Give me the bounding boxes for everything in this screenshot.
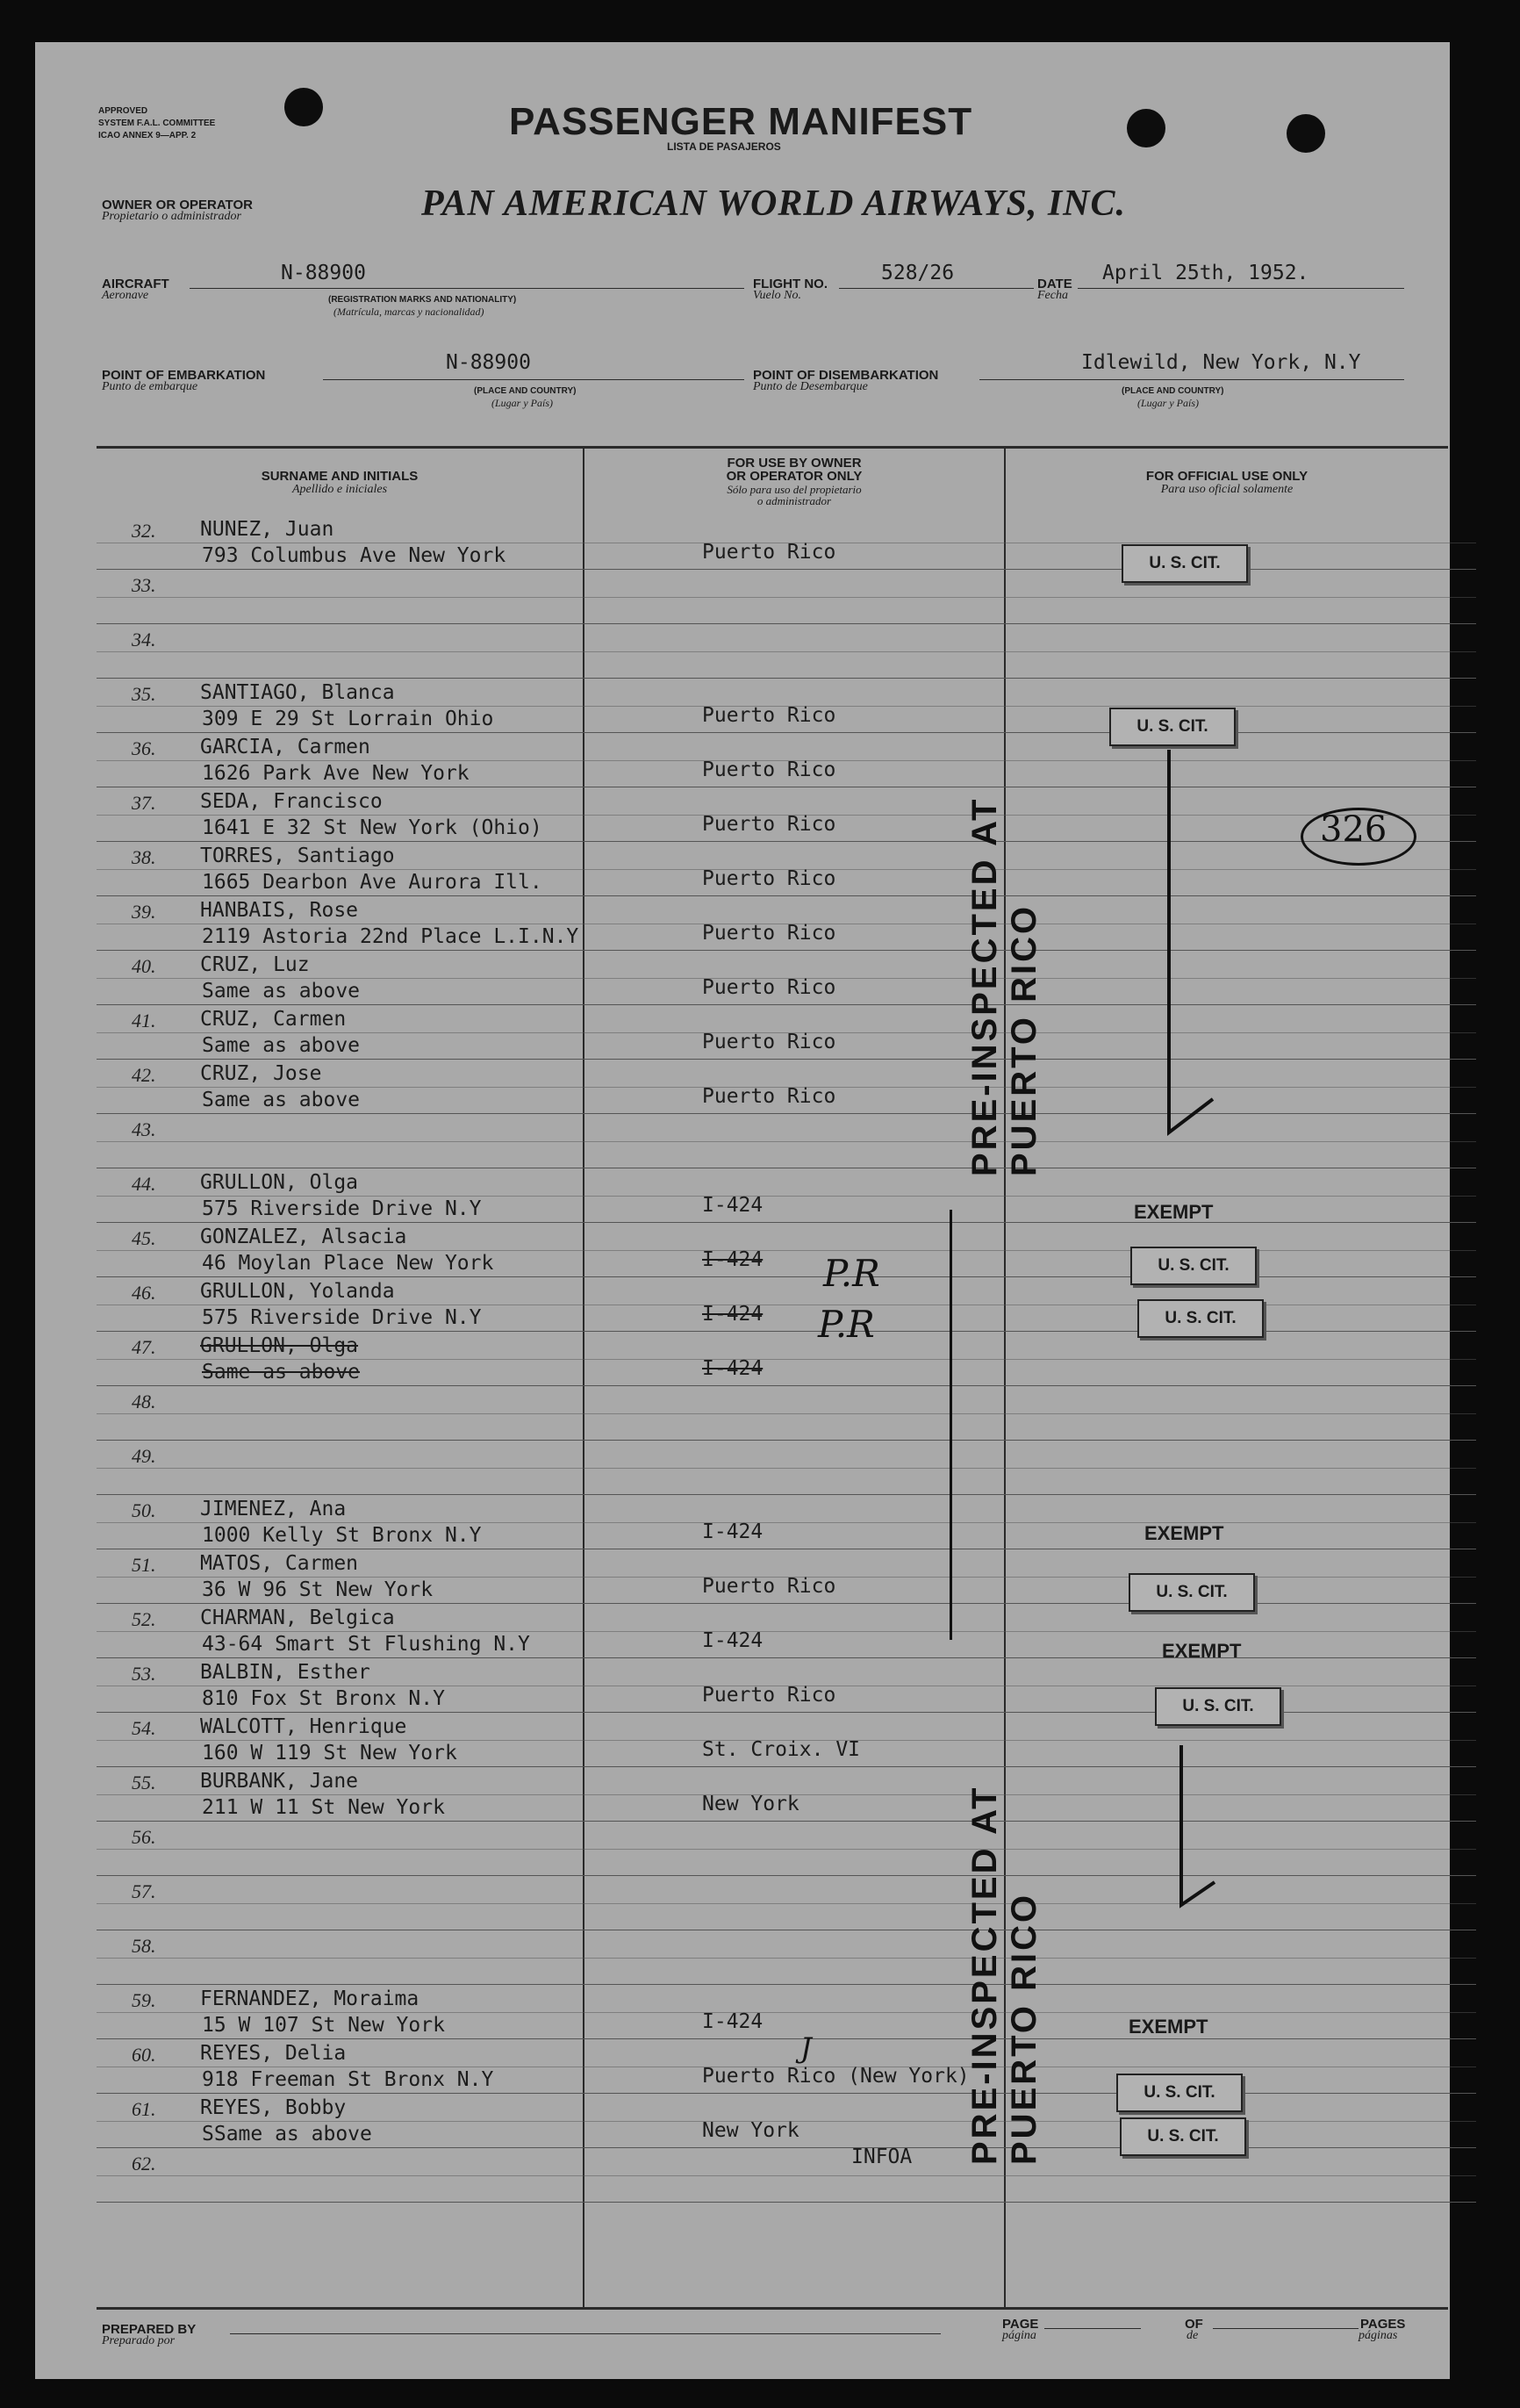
punch-hole	[1287, 114, 1325, 153]
row-rule	[97, 678, 1476, 679]
page-count-handwritten: 326	[1320, 809, 1387, 850]
registration-note: (REGISTRATION MARKS AND NATIONALITY)	[328, 295, 517, 305]
row-rule	[97, 732, 1476, 733]
passenger-name: GARCIA, Carmen	[200, 736, 370, 758]
passenger-address: Same as above	[202, 1361, 361, 1384]
of-sub: de	[1187, 2329, 1199, 2342]
row-number: 49.	[132, 1445, 156, 1467]
operator-use-value: St. Croix. VI	[702, 1738, 861, 1761]
row-number: 34.	[132, 629, 156, 651]
page-underline	[1044, 2328, 1141, 2329]
column-header-surname: SURNAME AND INITIALS	[261, 469, 419, 484]
pre-inspected-stamp: PRE-INSPECTED AT PUERTO RICO	[965, 796, 1043, 1176]
passenger-address: 36 W 96 St New York	[202, 1578, 434, 1601]
place-sub-2: (Lugar y País)	[1137, 397, 1199, 409]
passenger-address: 46 Moylan Place New York	[202, 1252, 494, 1275]
table-top-border	[97, 446, 1448, 449]
operator-use-value: Puerto Rico	[702, 1575, 836, 1598]
pages-label: PAGES	[1360, 2317, 1406, 2332]
row-number: 55.	[132, 1772, 156, 1793]
passenger-name: BURBANK, Jane	[200, 1770, 359, 1793]
us-cit-stamp: U. S. CIT.	[1137, 1299, 1264, 1338]
embark-value: N-88900	[446, 351, 531, 374]
passenger-address: SSame as above	[202, 2123, 372, 2146]
row-number: 58.	[132, 1935, 156, 1957]
row-number: 41.	[132, 1010, 156, 1031]
bracket-mark	[1169, 750, 1213, 1132]
table-row	[97, 2040, 1448, 2095]
flight-underline	[839, 288, 1034, 289]
embark-sub: Punto de embarque	[102, 380, 198, 393]
passenger-name: GRULLON, Olga	[200, 1171, 359, 1194]
passenger-address: Same as above	[202, 1089, 361, 1111]
pr-handwritten: P.R	[823, 1252, 880, 1295]
row-rule	[97, 2038, 1476, 2039]
operator-use-value: Puerto Rico	[702, 976, 836, 999]
registration-sub: (Matrícula, marcas y nacionalidad)	[333, 305, 484, 318]
operator-use-value: New York	[702, 2119, 799, 2142]
passenger-name: REYES, Delia	[200, 2042, 347, 2065]
embark-label: POINT OF EMBARKATION	[102, 368, 266, 383]
row-midrule	[97, 651, 1476, 652]
exempt-stamp: EXEMPT	[1134, 1201, 1214, 1223]
passenger-address: 918 Freeman St Bronx N.Y	[202, 2068, 494, 2091]
row-number: 54.	[132, 1717, 156, 1739]
manifest-sheet	[35, 42, 1450, 2379]
passenger-address: 1641 E 32 St New York (Ohio)	[202, 816, 542, 839]
place-note: (PLACE AND COUNTRY)	[474, 386, 577, 396]
row-number: 52.	[132, 1608, 156, 1630]
passenger-name: WALCOTT, Henrique	[200, 1715, 407, 1738]
passenger-address: 1000 Kelly St Bronx N.Y	[202, 1524, 482, 1547]
row-number: 44.	[132, 1173, 156, 1195]
passenger-name: MATOS, Carmen	[200, 1552, 359, 1575]
passenger-address: 43-64 Smart St Flushing N.Y	[202, 1633, 530, 1656]
passenger-name: GRULLON, Olga	[200, 1334, 359, 1357]
table-bottom-border	[97, 2307, 1448, 2310]
us-cit-stamp: U. S. CIT.	[1155, 1687, 1281, 1726]
operator-use-value: Puerto Rico	[702, 1085, 836, 1108]
exempt-stamp: EXEMPT	[1129, 2016, 1208, 2038]
prepared-sub: Preparado por	[102, 2334, 176, 2347]
row-number: 51.	[132, 1554, 156, 1576]
exempt-stamp: EXEMPT	[1144, 1522, 1224, 1544]
operator-use-value: I-424	[702, 1357, 764, 1380]
passenger-name: GONZALEZ, Alsacia	[200, 1226, 407, 1248]
passenger-address: 575 Riverside Drive N.Y	[202, 1306, 482, 1329]
place-note-2: (PLACE AND COUNTRY)	[1122, 386, 1224, 396]
infoa-note: INFOA	[851, 2146, 913, 2168]
passenger-address: Same as above	[202, 980, 361, 1003]
disembark-sub: Punto de Desembarque	[753, 380, 868, 393]
passenger-address: 1665 Dearbon Ave Aurora Ill.	[202, 871, 542, 894]
embark-underline	[323, 379, 744, 380]
punch-hole	[1127, 109, 1165, 147]
page-label: PAGE	[1002, 2317, 1039, 2332]
operator-use-value: Puerto Rico	[702, 541, 836, 564]
passenger-name: GRULLON, Yolanda	[200, 1280, 395, 1303]
operator-use-value: Puerto Rico	[702, 922, 836, 945]
passenger-name: REYES, Bobby	[200, 2096, 347, 2119]
date-value: April 25th, 1952.	[1102, 262, 1309, 284]
operator-use-value: Puerto Rico	[702, 704, 836, 727]
row-number: 62.	[132, 2153, 156, 2174]
bracket-mark	[1181, 1745, 1215, 1905]
operator-use-value: I-424	[702, 1303, 764, 1326]
passenger-name: HANBAIS, Rose	[200, 899, 359, 922]
passenger-address: 575 Riverside Drive N.Y	[202, 1197, 482, 1220]
us-cit-stamp: U. S. CIT.	[1122, 544, 1248, 583]
operator-use-value: Puerto Rico (New York)	[702, 2065, 970, 2088]
passenger-name: BALBIN, Esther	[200, 1661, 370, 1684]
flight-label: FLIGHT NO.	[753, 277, 828, 291]
passenger-name: FERNANDEZ, Moraima	[200, 1987, 419, 2010]
us-cit-stamp: U. S. CIT.	[1116, 2074, 1243, 2112]
row-number: 35.	[132, 683, 156, 705]
column-header-operator-sub: Sólo para uso del propietario o administrador	[727, 483, 862, 507]
column-header-official-sub: Para uso oficial solamente	[1160, 483, 1294, 496]
row-number: 50.	[132, 1499, 156, 1521]
operator-use-value: Puerto Rico	[702, 813, 836, 836]
row-number: 33.	[132, 574, 156, 596]
of-underline	[1213, 2328, 1359, 2329]
passenger-name: SEDA, Francisco	[200, 790, 383, 813]
owner-sub: Propietario o administrador	[102, 210, 241, 223]
disembark-value: Idlewild, New York, N.Y	[1081, 351, 1361, 374]
passenger-address: 810 Fox St Bronx N.Y	[202, 1687, 445, 1710]
operator-use-value: I-424	[702, 1629, 764, 1652]
operator-use-value: Puerto Rico	[702, 867, 836, 890]
row-number: 56.	[132, 1826, 156, 1848]
operator-use-value: Puerto Rico	[702, 1684, 836, 1707]
passenger-name: JIMENEZ, Ana	[200, 1498, 347, 1520]
disembark-underline	[979, 379, 1404, 380]
operator-use-value: I-424	[702, 1520, 764, 1543]
row-rule	[97, 2147, 1476, 2148]
passenger-address: Same as above	[202, 1034, 361, 1057]
us-cit-stamp: U. S. CIT.	[1109, 708, 1236, 746]
aircraft-value: N-88900	[281, 262, 366, 284]
page-title: PASSENGER MANIFEST	[509, 100, 973, 143]
flight-value: 528/26	[881, 262, 955, 284]
passenger-address: 309 E 29 St Lorrain Ohio	[202, 708, 494, 730]
operator-use-value: I-424	[702, 1248, 764, 1271]
table-row	[97, 679, 1448, 734]
place-sub: (Lugar y País)	[491, 397, 553, 409]
row-number: 47.	[132, 1336, 156, 1358]
punch-hole	[284, 88, 323, 126]
aircraft-sub: Aeronave	[102, 289, 149, 302]
row-number: 37.	[132, 792, 156, 814]
owner-label: OWNER OR OPERATOR	[102, 198, 253, 212]
row-number: 40.	[132, 955, 156, 977]
row-number: 59.	[132, 1989, 156, 2011]
passenger-address: 15 W 107 St New York	[202, 2014, 445, 2037]
date-label: DATE	[1037, 277, 1072, 291]
row-number: 32.	[132, 520, 156, 542]
row-midrule	[97, 2012, 1476, 2013]
row-rule	[97, 569, 1476, 570]
operator-use-value: I-424	[702, 2010, 764, 2033]
us-cit-stamp: U. S. CIT.	[1120, 2117, 1246, 2156]
passenger-name: TORRES, Santiago	[200, 845, 395, 867]
operator-use-value: I-424	[702, 1194, 764, 1217]
pre-inspected-stamp: PRE-INSPECTED AT PUERTO RICO	[965, 1785, 1043, 2165]
passenger-address: 211 W 11 St New York	[202, 1796, 445, 1819]
of-label: OF	[1185, 2317, 1203, 2332]
page-subtitle: LISTA DE PASAJEROS	[667, 140, 781, 153]
flight-sub: Vuelo No.	[753, 289, 801, 302]
passenger-name: CHARMAN, Belgica	[200, 1607, 395, 1629]
passenger-name: NUNEZ, Juan	[200, 518, 334, 541]
aircraft-underline	[190, 288, 744, 289]
aircraft-label: AIRCRAFT	[102, 277, 169, 291]
table-row	[97, 1931, 1448, 1986]
passenger-address: 2119 Astoria 22nd Place L.I.N.Y	[202, 925, 579, 948]
row-number: 61.	[132, 2098, 156, 2120]
prepared-underline	[230, 2333, 941, 2334]
column-header-operator: FOR USE BY OWNER OR OPERATOR ONLY	[726, 456, 863, 484]
row-number: 57.	[132, 1880, 156, 1902]
passenger-name: CRUZ, Luz	[200, 953, 310, 976]
row-number: 48.	[132, 1391, 156, 1412]
operator-name: PAN AMERICAN WORLD AIRWAYS, INC.	[421, 183, 1127, 224]
row-midrule	[97, 1958, 1476, 1959]
row-number: 53.	[132, 1663, 156, 1685]
passenger-address: 160 W 119 St New York	[202, 1742, 457, 1765]
date-underline	[1078, 288, 1404, 289]
passenger-address: 793 Columbus Ave New York	[202, 544, 506, 567]
table-row	[97, 1986, 1448, 2040]
column-header-official: FOR OFFICIAL USE ONLY	[1145, 469, 1308, 484]
passenger-name: SANTIAGO, Blanca	[200, 681, 395, 704]
passenger-name: CRUZ, Carmen	[200, 1008, 347, 1031]
prepared-label: PREPARED BY	[102, 2322, 197, 2337]
exempt-stamp: EXEMPT	[1162, 1640, 1242, 1662]
us-cit-stamp: U. S. CIT.	[1129, 1573, 1255, 1612]
disembark-label: POINT OF DISEMBARKATION	[753, 368, 939, 383]
row-midrule	[97, 2175, 1476, 2176]
row-number: 60.	[132, 2044, 156, 2066]
bracket-marks	[1164, 744, 1287, 1921]
row-number: 43.	[132, 1118, 156, 1140]
j-handwritten: J	[800, 2031, 812, 2065]
operator-use-value: Puerto Rico	[702, 758, 836, 781]
row-number: 38.	[132, 846, 156, 868]
pr-handwritten: P.R	[818, 1303, 875, 1346]
pages-sub: páginas	[1359, 2329, 1398, 2342]
row-number: 36.	[132, 737, 156, 759]
operator-use-value: New York	[702, 1793, 799, 1815]
row-number: 42.	[132, 1064, 156, 1086]
row-rule	[97, 2202, 1476, 2203]
row-rule	[97, 2093, 1476, 2094]
row-rule	[97, 623, 1476, 624]
us-cit-stamp: U. S. CIT.	[1130, 1247, 1257, 1285]
row-rule	[97, 1984, 1476, 1985]
row-midrule	[97, 597, 1476, 598]
row-number: 45.	[132, 1227, 156, 1249]
operator-use-value: Puerto Rico	[702, 1031, 836, 1053]
table-row	[97, 2149, 1448, 2203]
stamp-line	[950, 1210, 952, 1640]
passenger-name: CRUZ, Jose	[200, 1062, 322, 1085]
row-number: 46.	[132, 1282, 156, 1304]
page-sub: página	[1002, 2329, 1036, 2342]
column-header-surname-sub: Apellido e iniciales	[291, 483, 388, 496]
date-sub: Fecha	[1037, 289, 1068, 302]
row-number: 39.	[132, 901, 156, 923]
table-row	[97, 625, 1448, 679]
approval-block: APPROVED SYSTEM F.A.L. COMMITTEE ICAO ANNEX 9—APP. 2	[98, 106, 216, 140]
passenger-address: 1626 Park Ave New York	[202, 762, 470, 785]
